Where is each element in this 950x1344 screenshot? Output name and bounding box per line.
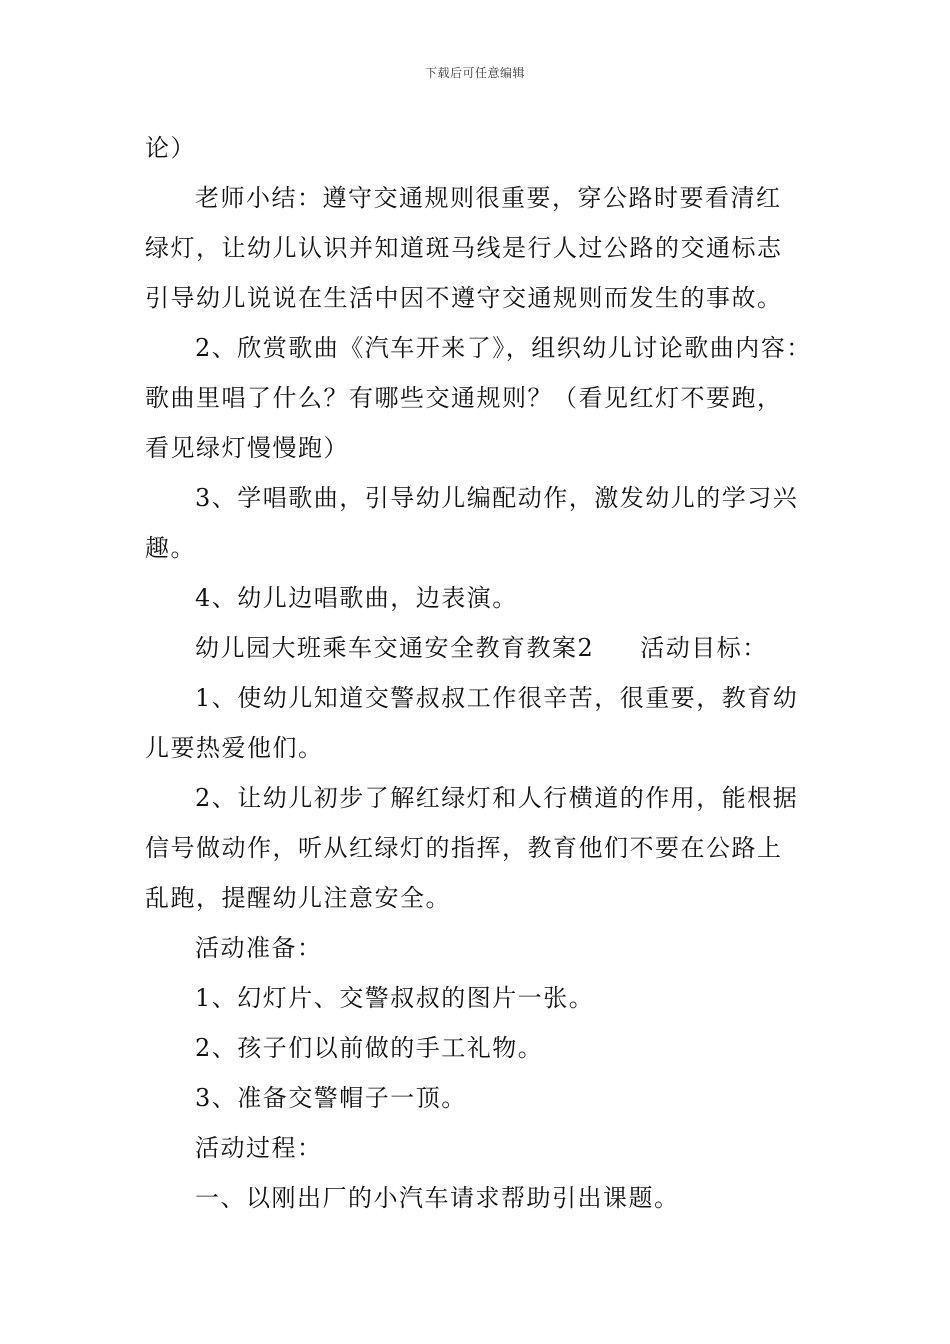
section-heading-line — [195, 632, 875, 664]
paragraph-line: 2、孩子们以前做的手工礼物。 — [195, 1034, 544, 1062]
paragraph-line: 信号做动作，听从红绿灯的指挥，教育他们不要在公路上 — [145, 834, 783, 862]
section-title: 幼儿园大班乘车交通安全教育教案2 — [195, 634, 595, 662]
paragraph-line: 歌曲里唱了什么？有哪些交通规则？（看见红灯不要跑， — [145, 384, 783, 412]
paragraph-line: 3、准备交警帽子一顶。 — [195, 1084, 467, 1112]
paragraph-line: 看见绿灯慢慢跑） — [145, 434, 349, 462]
paragraph-line: 绿灯，让幼儿认识并知道斑马线是行人过公路的交通标志 — [145, 234, 783, 262]
paragraph-line: 趣。 — [145, 534, 196, 562]
paragraph-line: 乱跑，提醒幼儿注意安全。 — [145, 884, 451, 912]
paragraph-line: 活动过程： — [195, 1134, 323, 1162]
page-header: 下载后可任意编辑 — [424, 66, 525, 80]
paragraph-line: 3、学唱歌曲，引导幼儿编配动作，激发幼儿的学习兴 — [195, 484, 799, 512]
paragraph-line: 4、幼儿边唱歌曲，边表演。 — [195, 584, 518, 612]
paragraph-line: 引导幼儿说说在生活中因不遵守交通规则而发生的事故。 — [145, 284, 783, 312]
paragraph-line: 一、以刚出厂的小汽车请求帮助引出课题。 — [195, 1184, 680, 1212]
paragraph-line: 活动准备： — [195, 934, 323, 962]
section-subheading: 活动目标： — [640, 634, 768, 662]
paragraph-line: 老师小结：遵守交通规则很重要，穿公路时要看清红 — [195, 184, 782, 212]
paragraph-line: 儿要热爱他们。 — [145, 734, 324, 762]
paragraph-line: 1、幻灯片、交警叔叔的图片一张。 — [195, 984, 595, 1012]
paragraph-line: 论） — [145, 134, 196, 162]
paragraph-line: 1、使幼儿知道交警叔叔工作很辛苦，很重要，教育幼 — [195, 684, 799, 712]
paragraph-line: 2、欣赏歌曲《汽车开来了》，组织幼儿讨论歌曲内容： — [195, 334, 812, 362]
paragraph-line: 2、让幼儿初步了解红绿灯和人行横道的作用，能根据 — [195, 784, 799, 812]
